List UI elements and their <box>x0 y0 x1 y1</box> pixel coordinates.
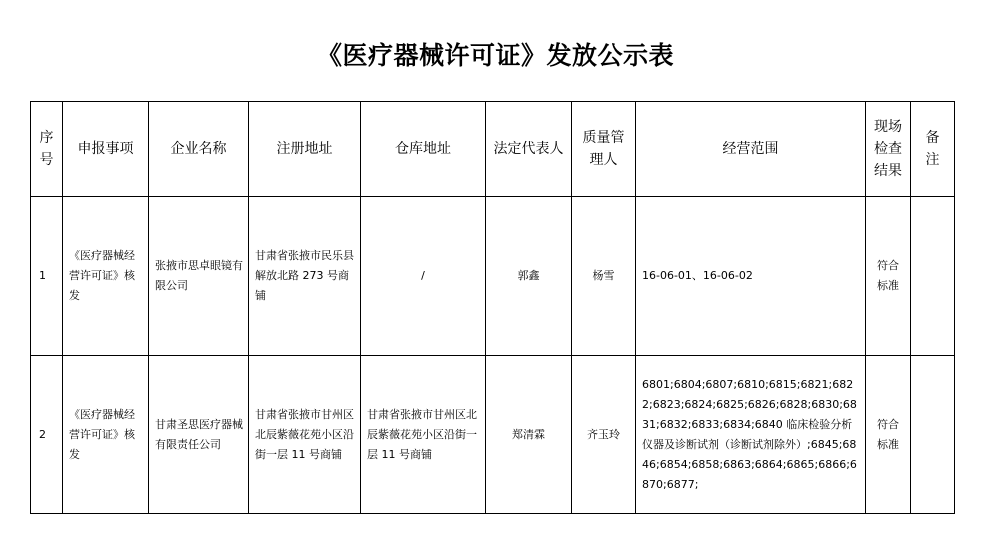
header-reg-address: 注册地址 <box>249 102 361 197</box>
cell-company: 张掖市思卓眼镜有限公司 <box>149 197 249 356</box>
cell-scope: 6801;6804;6807;6810;6815;6821;6822;6823;6824;6825;6826;6828;6830;6831;6832;6833;6834;6840 临床检验分析仪器及诊断试剂（诊断试剂除外）;6845;6846;6854;6858;6863;6864;6865;6866;6870;6877; <box>636 356 866 514</box>
table-row <box>31 197 955 356</box>
header-remark: 备注 <box>911 102 955 197</box>
header-warehouse: 仓库地址 <box>361 102 486 197</box>
header-seq: 序号 <box>31 102 63 197</box>
cell-reg-address: 甘肃省张掖市甘州区北辰紫薇花苑小区沿街一层 11 号商铺 <box>249 356 361 514</box>
cell-inspection: 符合标准 <box>866 197 911 356</box>
cell-remark <box>911 356 955 514</box>
cell-quality-mgr: 齐玉玲 <box>572 356 636 514</box>
cell-legal-rep: 郭鑫 <box>486 197 572 356</box>
cell-seq: 1 <box>31 197 63 356</box>
cell-warehouse: / <box>361 197 486 356</box>
header-quality-mgr: 质量管理人 <box>572 102 636 197</box>
header-row <box>31 102 955 197</box>
cell-quality-mgr: 杨雪 <box>572 197 636 356</box>
header-company: 企业名称 <box>149 102 249 197</box>
page-title: 《医疗器械许可证》发放公示表 <box>316 41 674 70</box>
cell-item: 《医疗器械经营许可证》核发 <box>63 197 149 356</box>
cell-warehouse: 甘肃省张掖市甘州区北辰紫薇花苑小区沿街一层 11 号商铺 <box>361 356 486 514</box>
cell-inspection: 符合标准 <box>866 356 911 514</box>
cell-item: 《医疗器械经营许可证》核发 <box>63 356 149 514</box>
header-scope: 经营范围 <box>636 102 866 197</box>
cell-seq: 2 <box>31 356 63 514</box>
header-legal-rep: 法定代表人 <box>486 102 572 197</box>
cell-legal-rep: 郑清霖 <box>486 356 572 514</box>
cell-company: 甘肃圣思医疗器械有限责任公司 <box>149 356 249 514</box>
license-table <box>30 101 955 514</box>
cell-remark <box>911 197 955 356</box>
header-inspection: 现场检查结果 <box>866 102 911 197</box>
cell-scope: 16-06-01、16-06-02 <box>636 197 866 356</box>
table-row <box>31 356 955 514</box>
cell-reg-address: 甘肃省张掖市民乐县解放北路 273 号商铺 <box>249 197 361 356</box>
header-item: 申报事项 <box>63 102 149 197</box>
